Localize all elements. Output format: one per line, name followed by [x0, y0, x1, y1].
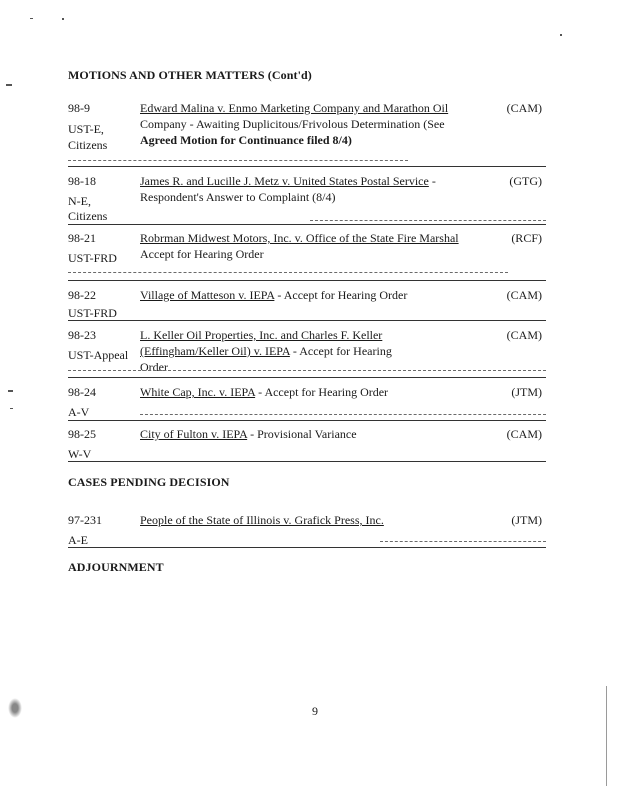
case-title: People of the State of Illinois v. Grafick Press, Inc. [140, 513, 384, 527]
scan-speck [8, 390, 13, 392]
case-description [140, 230, 468, 262]
case-category: UST-FRD [68, 251, 117, 265]
case-number: 97-231 [68, 513, 102, 527]
case-category: UST-E, [68, 122, 104, 136]
judge-initials: (CAM) [506, 101, 542, 115]
case-description [140, 287, 468, 303]
case-title: L. Keller Oil Properties, Inc. and Charles F. Keller (Effingham/Keller Oil) v. IEPA [140, 328, 383, 358]
case-status: - Accept for Hearing Order [255, 385, 389, 399]
scan-speck [8, 698, 22, 718]
row-divider [310, 220, 546, 221]
case-category: UST-FRD [68, 306, 117, 320]
case-category: Citizens [68, 209, 108, 223]
row-divider [68, 420, 546, 421]
case-status: - Accept for Hearing Order [274, 288, 408, 302]
row-divider [380, 541, 546, 542]
case-status: - Provisional Variance [247, 427, 357, 441]
case-title: James R. and Lucille J. Metz v. United States Postal Service [140, 174, 429, 188]
scan-speck [62, 18, 64, 20]
case-category: A-V [68, 405, 90, 419]
row-divider [68, 272, 508, 273]
case-number: 98-25 [68, 427, 96, 441]
case-title: Edward Malina v. Enmo Marketing Company and Marathon Oil [140, 101, 449, 115]
case-description [140, 327, 402, 375]
judge-initials: (JTM) [511, 385, 542, 399]
row-divider [68, 224, 546, 225]
judge-initials: (JTM) [511, 513, 542, 527]
judge-initials: (RCF) [511, 231, 542, 245]
case-category: Citizens [68, 138, 108, 152]
judge-initials: (CAM) [506, 288, 542, 302]
case-note: Agreed Motion for Continuance filed 8/4) [140, 133, 352, 147]
row-divider [68, 377, 546, 378]
row-divider [68, 160, 408, 161]
case-description [140, 426, 468, 442]
case-category: W-V [68, 447, 92, 461]
case-description [140, 384, 468, 400]
row-divider [68, 461, 546, 462]
case-description [140, 512, 468, 528]
case-title: Robrman Midwest Motors, Inc. v. Office of the State Fire Marshal [140, 231, 459, 245]
case-status: Accept for Hearing Order [140, 247, 264, 261]
page-number: 9 [312, 704, 318, 718]
judge-initials: (CAM) [506, 328, 542, 342]
case-number: 98-21 [68, 231, 96, 245]
scan-speck [560, 34, 562, 36]
case-number: 98-18 [68, 174, 96, 188]
scan-speck [6, 84, 12, 86]
case-number: 98-22 [68, 288, 96, 302]
scan-speck [606, 686, 607, 786]
scan-speck [30, 18, 33, 19]
row-divider [68, 166, 546, 167]
section-heading-motions: MOTIONS AND OTHER MATTERS (Cont'd) [68, 68, 312, 82]
case-title: City of Fulton v. IEPA [140, 427, 248, 441]
case-category: A-E [68, 533, 88, 547]
case-number: 98-24 [68, 385, 96, 399]
case-title: Village of Matteson v. IEPA [140, 288, 275, 302]
judge-initials: (GTG) [509, 174, 542, 188]
case-number: 98-23 [68, 328, 96, 342]
scan-speck [10, 408, 13, 409]
judge-initials: (CAM) [506, 427, 542, 441]
section-heading-pending: CASES PENDING DECISION [68, 475, 230, 489]
case-description [140, 100, 468, 148]
case-category: N-E, [68, 194, 91, 208]
case-status: - Respondent's Answer to Complaint (8/4) [140, 174, 436, 204]
row-divider [68, 280, 546, 281]
case-title: White Cap, Inc. v. IEPA [140, 385, 256, 399]
case-status: Company - Awaiting Duplicitous/Frivolous Determination (See [140, 117, 445, 131]
case-status: - Accept for Hearing Order [140, 344, 392, 374]
case-description [140, 173, 468, 205]
case-number: 98-9 [68, 101, 90, 115]
row-divider [68, 320, 546, 321]
row-divider [140, 414, 546, 415]
case-category: UST-Appeal [68, 348, 129, 362]
section-heading-adjournment: ADJOURNMENT [68, 560, 164, 574]
row-divider [68, 547, 546, 548]
row-divider [68, 370, 546, 371]
